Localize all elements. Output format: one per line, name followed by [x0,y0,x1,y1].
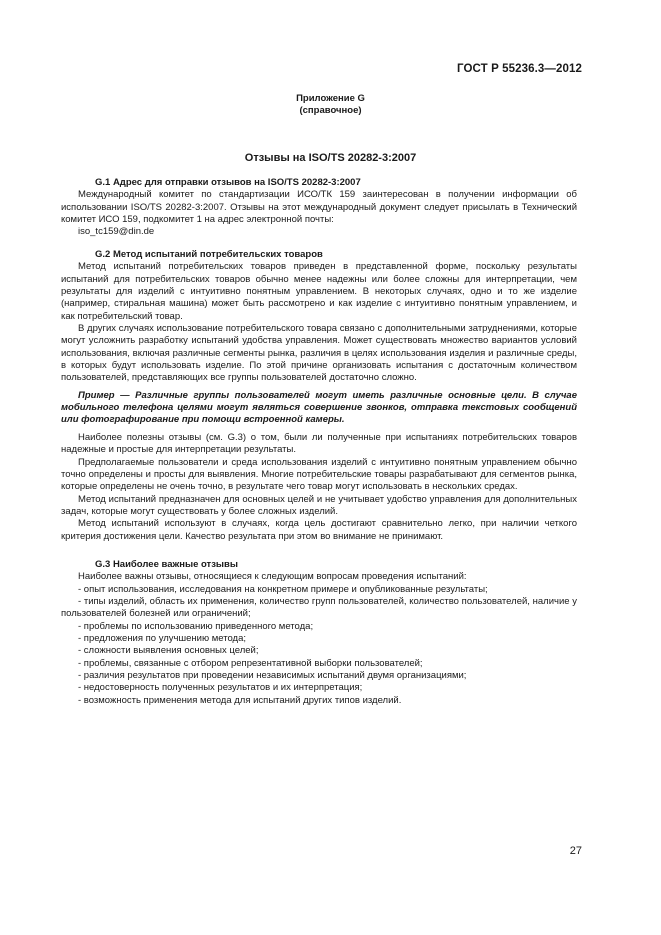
page-number: 27 [569,845,582,857]
section-g2 [61,249,577,543]
document-title: Отзывы на ISO/TS 20282-3:2007 [244,152,417,164]
list-item: - предложения по улучшению метода; [78,633,247,645]
standard-number: ГОСТ Р 55236.3—2012 [457,63,582,75]
list-item: - проблемы по использованию приведенного метода; [78,620,314,632]
paragraph: Наиболее полезны отзывы (см. G.3) о том, были ли полученные при испытаниях потребительских товаров надежные и простые для интерпретации результаты. [61,431,577,456]
section-heading: G.2 Метод испытаний потребительских товаров [95,249,323,260]
paragraph: Предполагаемые пользователи и среда использования изделий с интуитивно понятным управлением обычно точно определены и просты для выявления. Многие потребительские товары разрабатывают для сегментов рынка, которые определены не очень точно, в результате чего товар могут использовать в нескольких средах. [61,456,577,493]
email-address: iso_tc159@din.de [78,226,155,238]
paragraph: Метод испытаний используют в случаях, когда цель достигают сравнительно легко, при наличии четкого критерия достижения цели. Качество результата при этом во внимание не принимают. [61,518,577,542]
list-item: - проблемы, связанные с отбором репрезентативной выборки пользователей; [78,657,423,669]
paragraph: Наиболее важны отзывы, относящиеся к следующим вопросам проведения испытаний: [78,571,467,583]
list-item: - опыт использования, исследования на конкретном примере и опубликованные результаты; [78,583,488,595]
list-item: - сложности выявления основных целей; [78,645,259,657]
paragraph: Метод испытаний потребительских товаров приведен в представленной форме, поскольку результаты испытаний для потребительских товаров обычно менее надежны или более сложны для интерпретации, чем результаты для изделий с интуитивно понятным управлением. В некоторых случаях, одно и то же изделие (например, стиральная машина) может быть рассмотрено и как изделие с интуитивно понятным управлением, и как потребительский товар. [61,261,577,322]
section-g3 [61,559,577,707]
section-g1 [61,177,577,239]
paragraph: В других случаях использование потребительского товара связано с дополнительными затруднениями, которые могут усложнить разработку испытаний удобства управления. Может существовать множество вариантов условий использования, включая различные сегменты рынка, различия в целях использования изделия и различные среды, в которых будут использовать изделие. По этой причине организовать испытания с достаточным количеством пользователей, представляющих все группы пользователей достаточно сложно. [61,323,577,384]
section-heading: G.3 Наиболее важные отзывы [95,559,239,570]
appendix-subtitle: (справочное) [299,105,362,116]
example-note: Пример — Различные группы пользователей могут иметь различные основные цели. В случае мобильного телефона целями могут являться совершение звонков, отправка текстовых сообщений или фотографирование при помощи встроенной камеры. [61,389,577,426]
appendix-title: Приложение G [296,93,365,104]
list-item: - недостоверность полученных результатов и их интерпретация; [78,682,363,694]
paragraph: Международный комитет по стандартизации ИСО/ТК 159 заинтересован в получении информации об использовании ISO/TS 20282-3:2007. Отзывы на этот международный документ следует присылать в Технический комитет ИСО 159, подкомитет 1 на адрес электронной почты: [61,189,577,226]
paragraph: Метод испытаний предназначен для основных целей и не учитывает удобство управления для дополнительных задач, которые могут существовать у более сложных изделий. [61,493,577,517]
section-heading: G.1 Адрес для отправки отзывов на ISO/TS 20282-3:2007 [95,177,361,188]
list-item: - типы изделий, область их применения, количество групп пользователей, количество пользователей, наличие у пользователей болезней или ограничений; [61,596,577,620]
list-item: - различия результатов при проведении независимых испытаний двумя организациями; [78,670,467,682]
list-item: - возможность применения метода для испытаний других типов изделий. [78,694,402,706]
